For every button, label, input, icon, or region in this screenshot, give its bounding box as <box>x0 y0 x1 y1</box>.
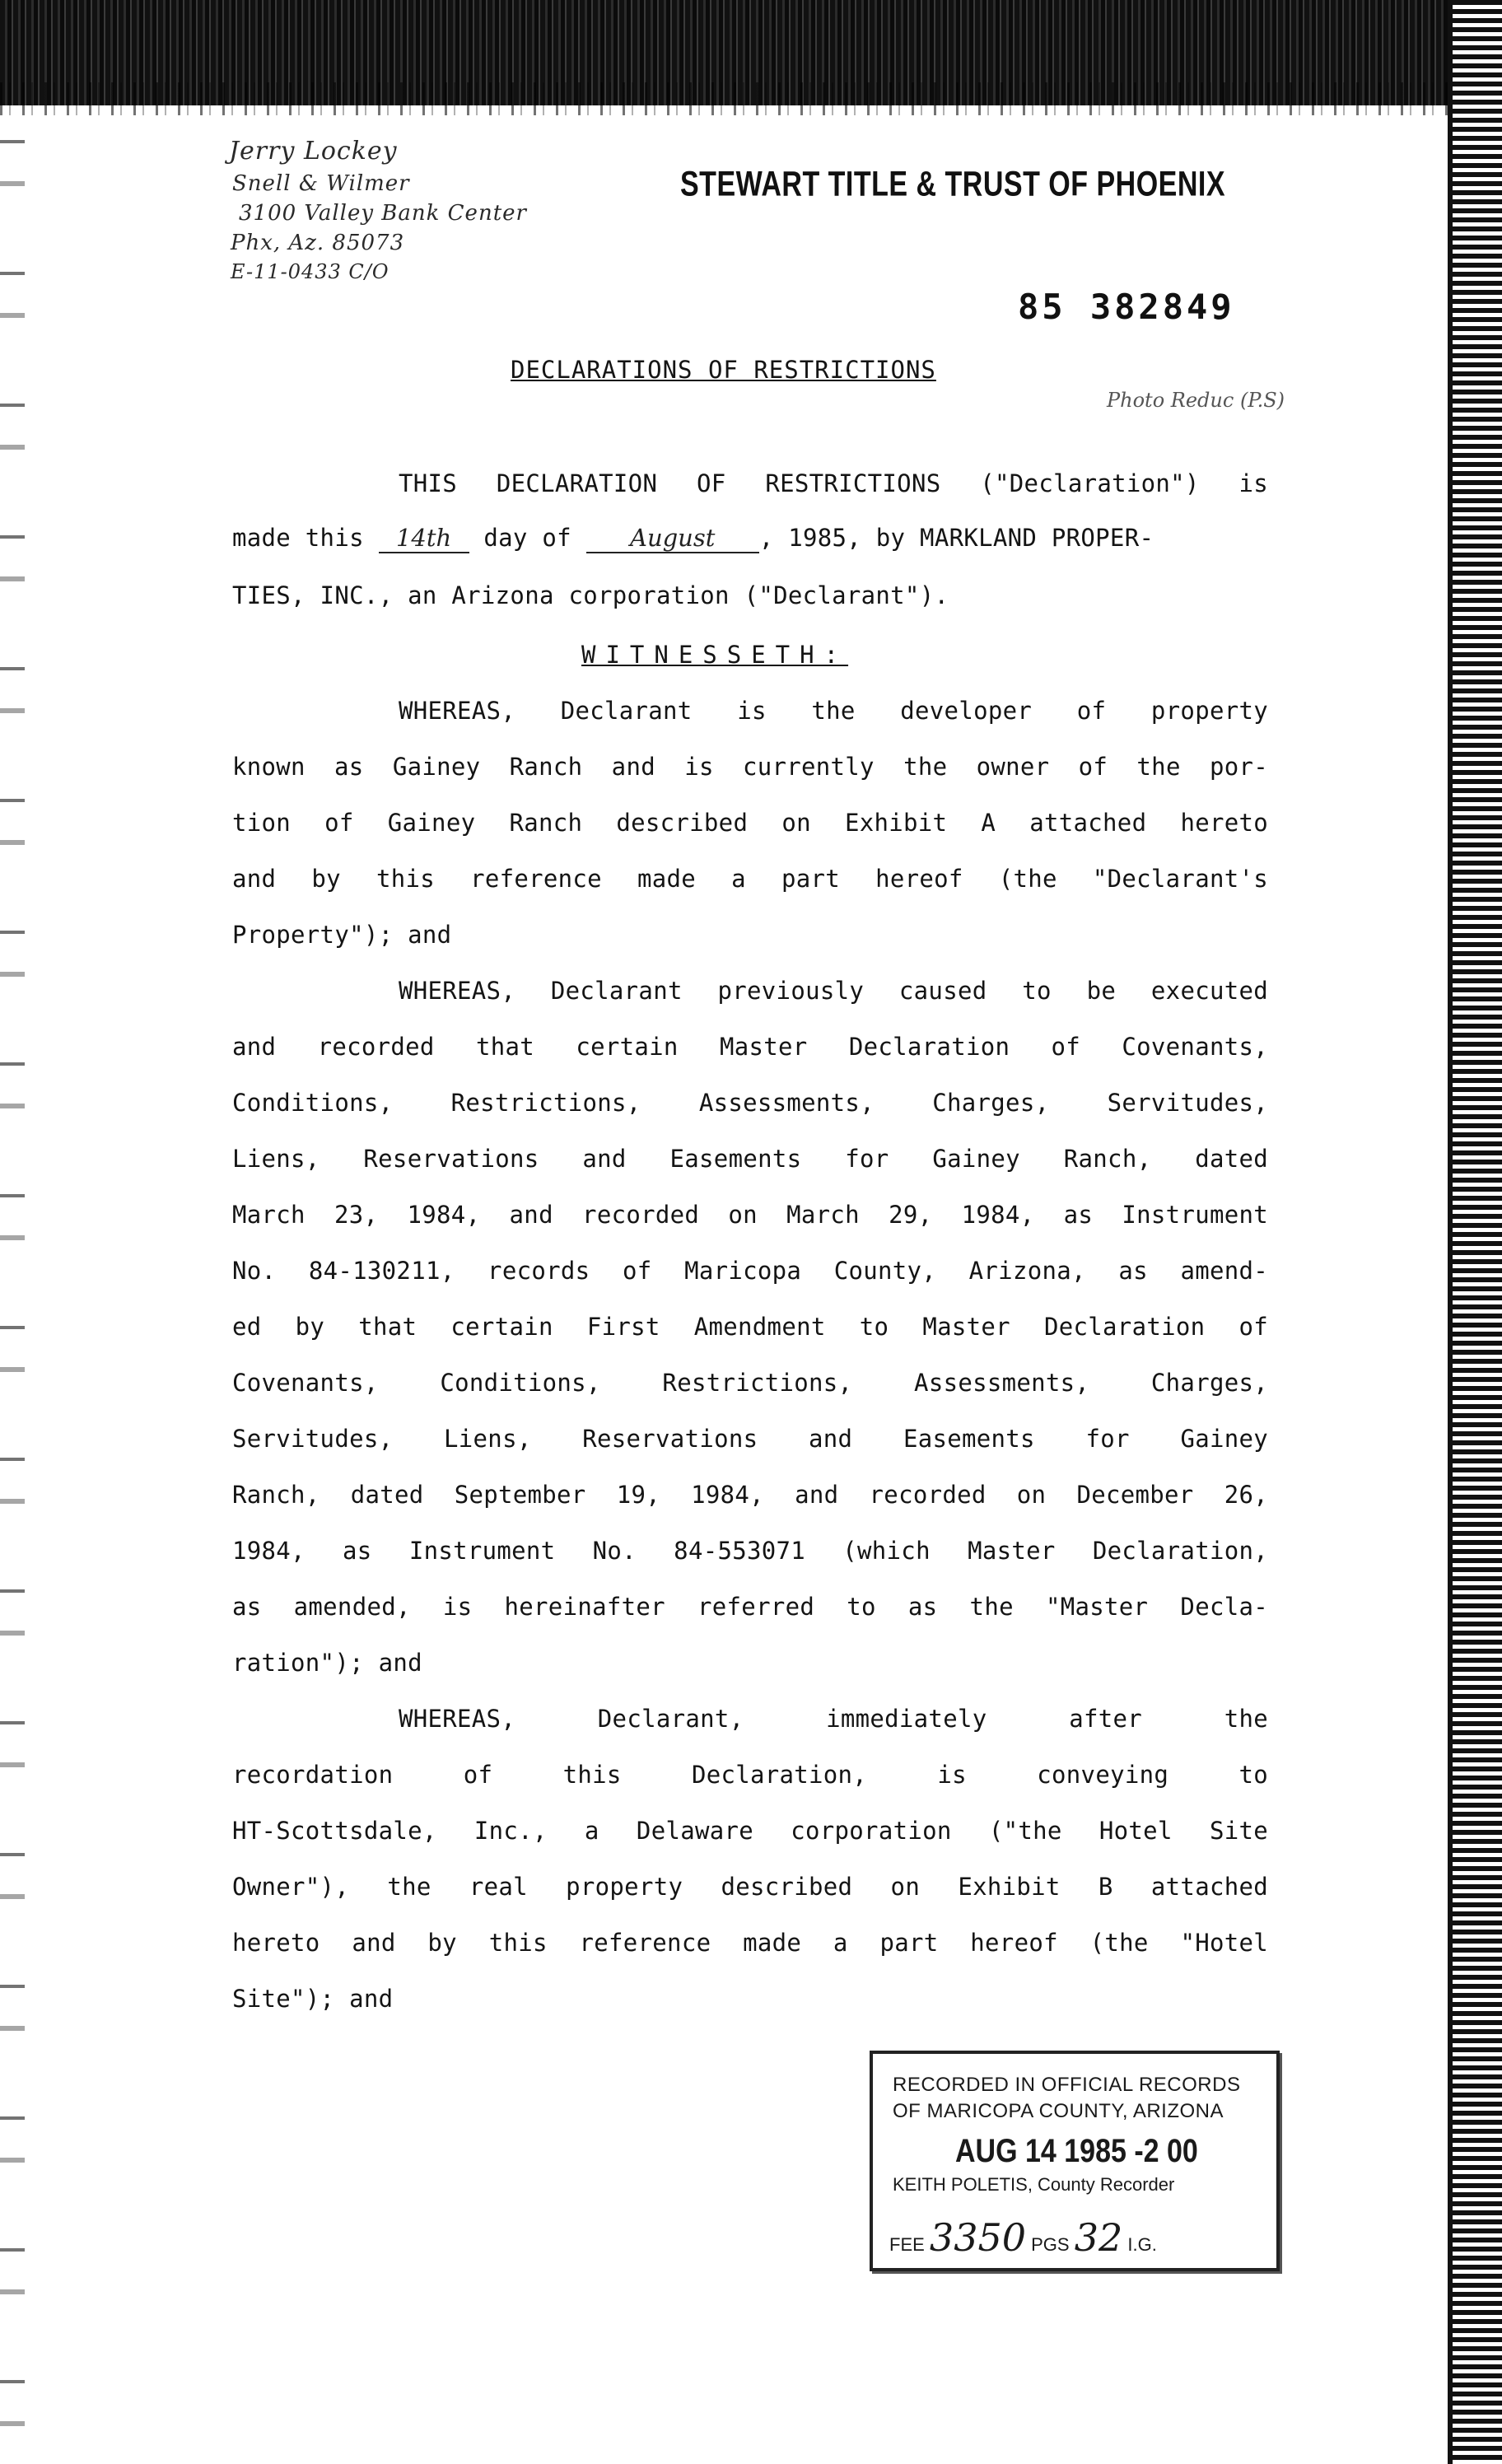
paragraph-line: Property"); and <box>232 921 452 949</box>
handwritten-line: 3100 Valley Bank Center <box>239 201 527 226</box>
paragraph-line: ed by that certain First Amendment to Master Declaration of <box>232 1313 1268 1341</box>
paragraph-line: tion of Gainey Ranch described on Exhibit A attached hereto <box>232 809 1268 837</box>
paragraph-line: and recorded that certain Master Declaration of Covenants, <box>232 1033 1268 1061</box>
intro-year-declarant: , 1985, by MARKLAND PROPER- <box>758 524 1154 552</box>
paragraph-line: and by this reference made a part hereof (the "Declarant's <box>232 865 1268 893</box>
paragraph-line: hereto and by this reference made a part hereof (the "Hotel <box>232 1929 1268 1957</box>
stamp-line: OF MARICOPA COUNTY, ARIZONA <box>893 2100 1224 2122</box>
paragraph-line: Owner"), the real property described on Exhibit B attached <box>232 1873 1268 1901</box>
stamp-recorder: KEITH POLETIS, County Recorder <box>893 2174 1175 2195</box>
paragraph-line: WHEREAS, Declarant previously caused to be executed <box>399 977 1268 1005</box>
intro-made-this: made this <box>232 524 364 552</box>
stamp-pgs-value: 32 <box>1074 2215 1123 2260</box>
paragraph-line: 1984, as Instrument No. 84-553071 (which Master Declaration, <box>232 1537 1268 1565</box>
paragraph-line: recordation of this Declaration, is conveying to <box>232 1761 1268 1789</box>
intro-line: THIS DECLARATION OF RESTRICTIONS ("Declaration") is <box>399 469 1268 497</box>
handwritten-day: 14th <box>379 524 469 553</box>
stamp-ig: I.G. <box>1127 2234 1157 2255</box>
intro-day-of: day of <box>483 524 571 552</box>
paragraph-line: Ranch, dated September 19, 1984, and recorded on December 26, <box>232 1481 1268 1509</box>
handwritten-month: August <box>586 524 759 553</box>
paragraph-line: Conditions, Restrictions, Assessments, Charges, Servitudes, <box>232 1089 1268 1117</box>
stamp-line: RECORDED IN OFFICIAL RECORDS <box>893 2074 1241 2096</box>
photo-reduction-note: Photo Reduc (P.S) <box>1107 389 1285 412</box>
paragraph-line: No. 84-130211, records of Maricopa County, Arizona, as amend- <box>232 1257 1268 1285</box>
paragraph-line: HT-Scottsdale, Inc., a Delaware corporation ("the Hotel Site <box>232 1817 1268 1845</box>
handwritten-line: Snell & Wilmer <box>232 171 410 196</box>
witnesseth-heading: WITNESSETH: <box>581 641 849 669</box>
recording-stamp <box>870 2051 1280 2271</box>
scan-border-left <box>0 107 25 2462</box>
paragraph-line: as amended, is hereinafter referred to as the "Master Decla- <box>232 1593 1268 1621</box>
title-company-name: STEWART TITLE & TRUST OF PHOENIX <box>680 165 1225 204</box>
paragraph-line: Site"); and <box>232 1985 394 2013</box>
document-number: 85 382849 <box>1018 287 1235 327</box>
intro-line-date <box>232 524 1268 553</box>
stamp-fee-label: FEE <box>889 2234 925 2255</box>
paragraph-line: known as Gainey Ranch and is currently the owner of the por- <box>232 753 1268 781</box>
handwritten-line: E-11-0433 C/O <box>231 260 389 283</box>
intro-line: TIES, INC., an Arizona corporation ("Declarant"). <box>232 581 949 609</box>
stamp-fee-value: 3350 <box>929 2215 1026 2260</box>
paragraph-line: Covenants, Conditions, Restrictions, Assessments, Charges, <box>232 1369 1268 1397</box>
scan-noise-top <box>0 82 1502 115</box>
scan-border-right-edge <box>1448 0 1453 2464</box>
paragraph-line: Liens, Reservations and Easements for Gainey Ranch, dated <box>232 1145 1268 1173</box>
paragraph-line: WHEREAS, Declarant is the developer of property <box>399 697 1268 725</box>
handwritten-line: Phx, Az. 85073 <box>231 231 405 255</box>
stamp-fee-row <box>889 2215 1157 2260</box>
stamp-pgs-label: PGS <box>1031 2234 1070 2255</box>
paragraph-line: Servitudes, Liens, Reservations and Easements for Gainey <box>232 1425 1268 1453</box>
scan-border-right <box>1453 0 1502 2464</box>
paragraph-line: March 23, 1984, and recorded on March 29, 1984, as Instrument <box>232 1201 1268 1229</box>
handwritten-line: Jerry Lockey <box>229 137 398 166</box>
paragraph-line: WHEREAS, Declarant, immediately after the <box>399 1705 1268 1733</box>
document-title: DECLARATIONS OF RESTRICTIONS <box>511 356 936 384</box>
paragraph-line: ration"); and <box>232 1649 422 1677</box>
stamp-date: AUG 14 1985 -2 00 <box>955 2133 1198 2169</box>
